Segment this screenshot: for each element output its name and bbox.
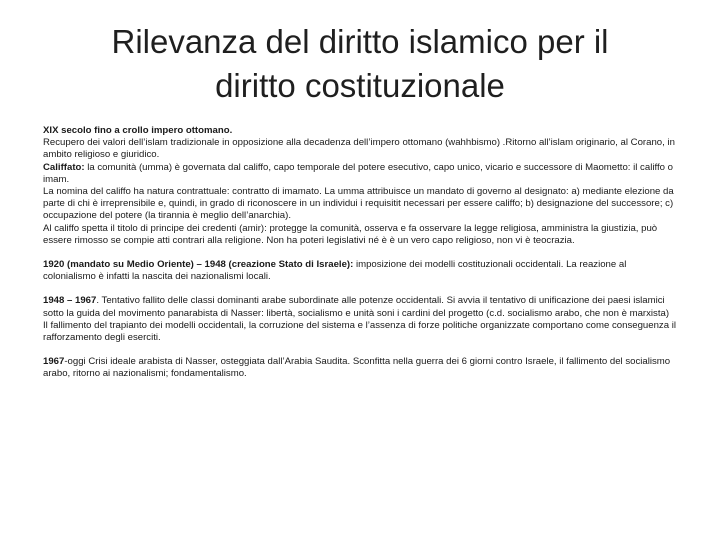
slide-title-line-1: Rilevanza del diritto islamico per il <box>111 23 609 60</box>
paragraph-1920-1948 <box>43 259 679 283</box>
paragraph-amir: Al califfo spetta il titolo di principe dei credenti (amir): protegge la comunità, osserva e fa osservare la legge religiosa, amministra la giustizia, può essere rimosso se compie atti contrari alla religione. Non ha poteri legislativi né è è un vero capo religioso, non vi è teocrazia. <box>43 222 658 246</box>
paragraph-text: la comunità (umma) è governata dal califfo, capo temporale del potere esecutivo, capo unico, vicario e successore di Maometto: il califfo o imam. <box>43 161 673 185</box>
paragraph-nomina-califfo: La nomina del califfo ha natura contrattuale: contratto di imamato. La umma attribuisce un mandato di governo al designato: a) mediante elezione da parte di chi è irreprensibile e, quindi, in grado di riconoscere in un individui i requisitit necessari per essere califfo; b) designazione del successore; c) occupazione del potere (la tirannia è meglio dell’anarchia). <box>43 186 674 222</box>
paragraph-text: -oggi Crisi ideale arabista di Nasser, osteggiata dall’Arabia Saudita. Sconfitta nella guerra dei 6 giorni contro Israele, il fallimento del socialismo arabo, ritorno ai nazionalismi; fondamentalismo. <box>43 356 671 380</box>
slide-title-line-2: diritto costituzionale <box>215 67 505 104</box>
paragraph-label: 1920 (mandato su Medio Oriente) – 1948 (creazione Stato di Israele): <box>43 259 354 271</box>
paragraph-text: . Tentativo fallito delle classi dominanti arabe subordinate alle potenze occidentali. Si avvia il tentativo di unificazione dei paesi islamici sotto la guida del movimento panarabista di Nasser: libertà, socialismo e unità soni i cardini del progetto (c.d. socialismo arabo, che non è marxista) <box>43 295 670 319</box>
paragraph-label: 1948 – 1967 <box>43 295 97 307</box>
paragraph-xix-century <box>43 125 679 137</box>
paragraph-califfato <box>43 162 679 186</box>
paragraph-heading: XIX secolo fino a crollo impero ottomano. <box>43 125 233 136</box>
paragraph-text: imposizione dei modelli costituzionali occidentali. La reazione al colonialismo è infatti la nascita dei nazionalismi locali. <box>43 259 627 283</box>
paragraph-1967-oggi <box>43 356 679 380</box>
slide-body <box>43 125 679 381</box>
paragraph-1948-1967 <box>43 295 679 319</box>
paragraph-label: Califfato: <box>43 161 85 173</box>
paragraph-label: 1967 <box>43 356 65 368</box>
paragraph-fallimento: Il fallimento del trapianto dei modelli occidentali, la corruzione del sistema e l’assenza di forze politiche organizzate comportano come conseguenza il rafforzamento degli eserciti. <box>43 319 676 344</box>
paragraph-wahhabism: Recupero dei valori dell’islam tradizionale in opposizione alla decadenza dell’impero ottomano (wahhbismo) .Ritorno all’islam originario, al Corano, in ambito religioso e giuridico. <box>43 137 675 161</box>
slide-title <box>60 20 660 108</box>
